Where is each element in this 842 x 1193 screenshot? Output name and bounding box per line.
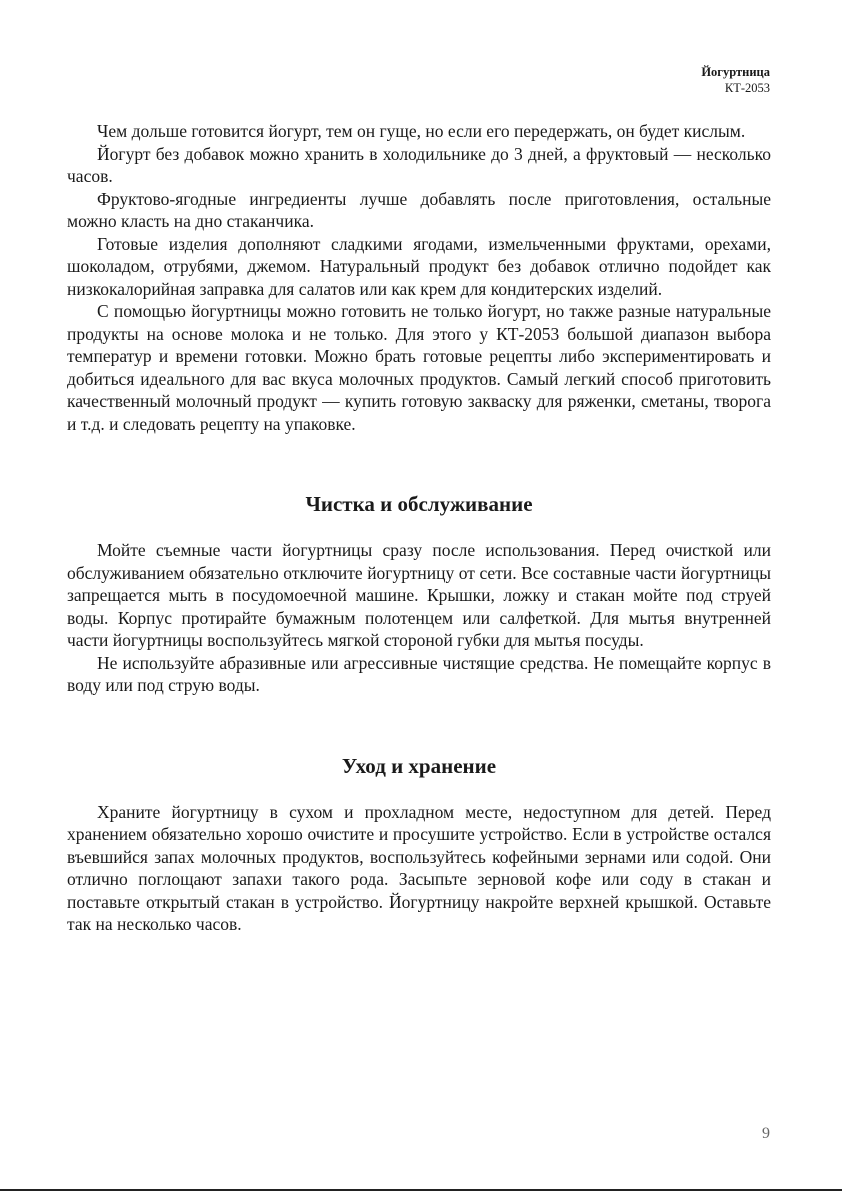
paragraph: Не используйте абразивные или агрессивные чистящие средства. Не помещайте корпус в воду или под струю воды. — [67, 652, 771, 695]
paragraph: Фруктово-ягодные ингредиенты лучше добавлять после приготовления, остальные можно класть на дно стаканчика. — [67, 188, 771, 231]
storage-section — [67, 753, 771, 936]
intro-section — [67, 120, 771, 435]
section-heading-cleaning: Чистка и обслуживание — [305, 492, 533, 516]
paragraph: Готовые изделия дополняют сладкими ягодами, измельченными фруктами, орехами, шоколадом, отрубями, джемом. Натуральный продукт без добавок отлично подойдет как низкокалорийная заправка для салатов или как крем для кондитерских изделий. — [67, 233, 771, 299]
paragraph: Храните йогуртницу в сухом и прохладном месте, недоступном для детей. Перед хранением обязательно хорошо очистите и просушите устройство. Если в устройстве остался въевшийся запах молочных продуктов, воспользуйтесь кофейными зернами или содой. Они отлично поглощают запахи такого рода. Засыпьте зерновой кофе или соду в стакан и поставьте открытый стакан в устройство. Йогуртницу накройте верхней крышкой. Оставьте так на несколько часов. — [67, 801, 771, 934]
paragraph: Чем дольше готовится йогурт, тем он гуще, но если его передержать, он будет кислым. — [97, 121, 746, 141]
model-number: КТ-2053 — [724, 81, 770, 95]
page-number: 9 — [762, 1125, 770, 1142]
paragraph: С помощью йогуртницы можно готовить не только йогурт, но также разные натуральные продукты на основе молока и не только. Для этого у КТ-2053 большой диапазон выбора температур и времени готовки. Можно брать готовые рецепты либо экспериментировать и добиться идеального для вас вкуса молочных продуктов. Самый легкий способ приготовить качественный молочный продукт — купить готовую закваску для ряженки, сметаны, творога и т.д. и следовать рецепту на упаковке. — [67, 301, 771, 434]
cleaning-section — [67, 491, 771, 697]
section-heading-storage: Уход и хранение — [341, 753, 497, 778]
bottom-rule — [0, 1189, 842, 1191]
page-header — [701, 64, 770, 96]
paragraph: Мойте съемные части йогуртницы сразу после использования. Перед очисткой или обслуживанием обязательно отключите йогуртницу от сети. Все составные части йогуртницы запрещается мыть в посудомоечной машине. Крышки, ложку и стакан мойте под струей воды. Корпус протирайте бумажным полотенцем или салфеткой. Для мытья внутренней части йогуртницы воспользуйтесь мягкой стороной губки для мытья посуды. — [67, 540, 771, 650]
paragraph: Йогурт без добавок можно хранить в холодильнике до 3 дней, а фруктовый — несколько часов. — [67, 143, 771, 186]
product-name: Йогуртница — [701, 65, 770, 79]
page-content — [67, 120, 771, 936]
